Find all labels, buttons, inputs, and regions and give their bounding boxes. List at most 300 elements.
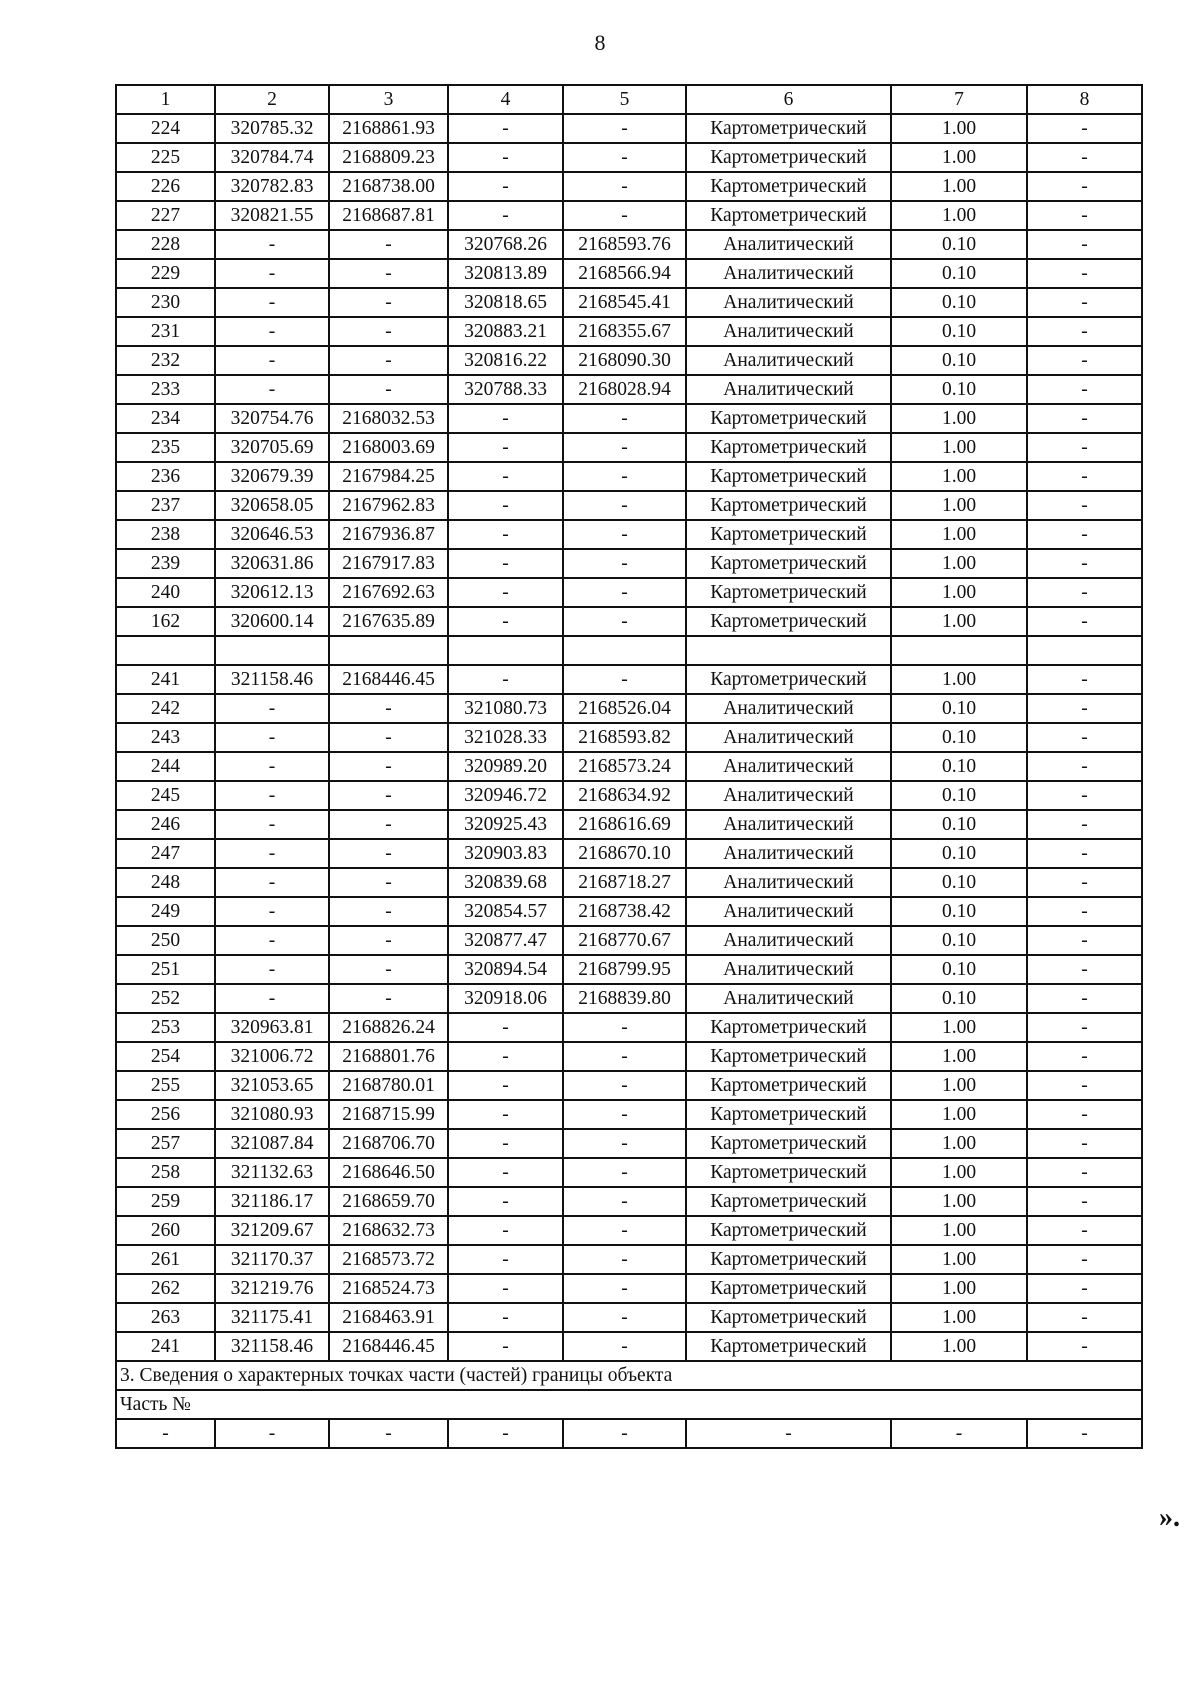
table-cell: Картометрический <box>686 578 891 607</box>
table-cell: - <box>1027 1187 1142 1216</box>
table-cell: - <box>329 955 448 984</box>
table-cell: 0.10 <box>891 288 1027 317</box>
table-cell: 0.10 <box>891 839 1027 868</box>
table-cell: Аналитический <box>686 259 891 288</box>
table-cell: 258 <box>116 1158 215 1187</box>
table-cell: Аналитический <box>686 723 891 752</box>
table-cell: - <box>329 230 448 259</box>
table-cell: - <box>1027 404 1142 433</box>
table-cell: - <box>563 1245 686 1274</box>
table-row <box>116 955 1142 984</box>
table-cell: - <box>1027 1129 1142 1158</box>
table-cell: - <box>563 462 686 491</box>
table-cell: - <box>448 1332 563 1361</box>
table-cell: - <box>1027 810 1142 839</box>
table-cell: - <box>215 1419 329 1448</box>
table-cell: 2168738.00 <box>329 172 448 201</box>
table-cell: Аналитический <box>686 346 891 375</box>
table-cell: - <box>563 1013 686 1042</box>
table-cell: Аналитический <box>686 288 891 317</box>
table-cell: 2168090.30 <box>563 346 686 375</box>
table-cell: - <box>1027 897 1142 926</box>
table-cell: Картометрический <box>686 491 891 520</box>
table-cell: 1.00 <box>891 520 1027 549</box>
table-row <box>116 752 1142 781</box>
table-cell: 248 <box>116 868 215 897</box>
table-cell: 0.10 <box>891 230 1027 259</box>
table-cell: - <box>329 897 448 926</box>
table-cell: 2168593.82 <box>563 723 686 752</box>
table-cell: 0.10 <box>891 810 1027 839</box>
table-cell: - <box>1027 317 1142 346</box>
table-cell: - <box>1027 230 1142 259</box>
table-cell: - <box>1027 1013 1142 1042</box>
table-cell: 2168780.01 <box>329 1071 448 1100</box>
table-cell <box>563 636 686 665</box>
table-cell: 259 <box>116 1187 215 1216</box>
table-cell: - <box>448 1158 563 1187</box>
table-cell: - <box>215 694 329 723</box>
table-cell: 227 <box>116 201 215 230</box>
table-cell: 2167692.63 <box>329 578 448 607</box>
table-cell: 320785.32 <box>215 114 329 143</box>
table-cell: 2168446.45 <box>329 1332 448 1361</box>
closing-quote-mark: ». <box>1159 1502 1180 1533</box>
table-cell: - <box>215 346 329 375</box>
table-cell: - <box>563 520 686 549</box>
table-cell: - <box>448 1419 563 1448</box>
table-cell: - <box>448 1216 563 1245</box>
table-cell: Картометрический <box>686 1332 891 1361</box>
table-cell: - <box>215 955 329 984</box>
table-cell: - <box>1027 491 1142 520</box>
table-cell: - <box>1027 1303 1142 1332</box>
table-cell: - <box>1027 1245 1142 1274</box>
table-cell: 320839.68 <box>448 868 563 897</box>
table-cell: 1.00 <box>891 143 1027 172</box>
table-cell: 249 <box>116 897 215 926</box>
table-cell: - <box>448 433 563 462</box>
table-row <box>116 317 1142 346</box>
table-cell: - <box>448 1100 563 1129</box>
table-cell: 1.00 <box>891 607 1027 636</box>
table-cell: Картометрический <box>686 172 891 201</box>
table-cell: 2168634.92 <box>563 781 686 810</box>
table-row <box>116 665 1142 694</box>
table-cell <box>215 636 329 665</box>
table-cell <box>891 636 1027 665</box>
table-cell: 2168706.70 <box>329 1129 448 1158</box>
table-cell: 262 <box>116 1274 215 1303</box>
table-cell: - <box>1027 346 1142 375</box>
table-cell <box>1027 636 1142 665</box>
table-cell: Картометрический <box>686 665 891 694</box>
table-cell: - <box>329 868 448 897</box>
table-row <box>116 1303 1142 1332</box>
table-row <box>116 1245 1142 1274</box>
table-row <box>116 1071 1142 1100</box>
table-cell: - <box>329 346 448 375</box>
table-cell: - <box>448 462 563 491</box>
table-cell: 1.00 <box>891 1245 1027 1274</box>
table-cell: Картометрический <box>686 201 891 230</box>
table-row <box>116 636 1142 665</box>
table-cell: 0.10 <box>891 317 1027 346</box>
table-row <box>116 1332 1142 1361</box>
table-cell: 1.00 <box>891 1332 1027 1361</box>
table-cell: 162 <box>116 607 215 636</box>
table-cell: - <box>329 1419 448 1448</box>
table-cell: - <box>563 1303 686 1332</box>
table-cell: 2168632.73 <box>329 1216 448 1245</box>
table-row <box>116 897 1142 926</box>
table-cell: 253 <box>116 1013 215 1042</box>
table-cell: Аналитический <box>686 868 891 897</box>
table-cell: - <box>215 259 329 288</box>
page-number: 8 <box>594 30 606 55</box>
table-cell: Картометрический <box>686 1274 891 1303</box>
table-cell: 321006.72 <box>215 1042 329 1071</box>
column-header: 2 <box>215 85 329 114</box>
table-cell: 1.00 <box>891 462 1027 491</box>
table-cell: - <box>563 114 686 143</box>
table-cell: 2168355.67 <box>563 317 686 346</box>
table-cell: - <box>563 1100 686 1129</box>
table-cell: 320877.47 <box>448 926 563 955</box>
table-cell: - <box>215 868 329 897</box>
table-cell: - <box>563 1419 686 1448</box>
table-cell: - <box>1027 839 1142 868</box>
table-cell: - <box>563 607 686 636</box>
table-cell: - <box>563 1042 686 1071</box>
table-cell: 320784.74 <box>215 143 329 172</box>
table-cell: Аналитический <box>686 781 891 810</box>
table-cell: 2168573.24 <box>563 752 686 781</box>
table-cell: 1.00 <box>891 578 1027 607</box>
table-cell: - <box>448 607 563 636</box>
table-cell: 321170.37 <box>215 1245 329 1274</box>
table-cell: 320646.53 <box>215 520 329 549</box>
table-cell: 245 <box>116 781 215 810</box>
part-number-label: Часть № <box>116 1390 1142 1419</box>
table-cell: - <box>1027 520 1142 549</box>
table-cell: - <box>1027 1158 1142 1187</box>
column-header: 7 <box>891 85 1027 114</box>
table-cell: 233 <box>116 375 215 404</box>
table-cell: - <box>1027 143 1142 172</box>
table-cell: - <box>1027 1042 1142 1071</box>
table-cell: - <box>1027 984 1142 1013</box>
table-cell: 240 <box>116 578 215 607</box>
table-cell: 320612.13 <box>215 578 329 607</box>
table-cell: - <box>563 1129 686 1158</box>
table-cell: Аналитический <box>686 926 891 955</box>
table-cell: Аналитический <box>686 955 891 984</box>
table-cell: - <box>1027 1419 1142 1448</box>
table-cell: 257 <box>116 1129 215 1158</box>
part-values-row <box>116 1419 1142 1448</box>
table-cell: 2168809.23 <box>329 143 448 172</box>
table-row <box>116 694 1142 723</box>
table-cell: - <box>563 172 686 201</box>
table-cell: 2168839.80 <box>563 984 686 1013</box>
table-row <box>116 114 1142 143</box>
table-cell: 1.00 <box>891 404 1027 433</box>
table-cell: - <box>448 1187 563 1216</box>
table-cell: - <box>563 1274 686 1303</box>
table-row <box>116 404 1142 433</box>
table-cell: Аналитический <box>686 984 891 1013</box>
column-header: 4 <box>448 85 563 114</box>
table-cell: Картометрический <box>686 1216 891 1245</box>
table-cell: 2168028.94 <box>563 375 686 404</box>
table-cell: - <box>329 810 448 839</box>
table-cell: 0.10 <box>891 752 1027 781</box>
table-cell: Картометрический <box>686 1158 891 1187</box>
table-cell: - <box>1027 868 1142 897</box>
table-cell: 2168770.67 <box>563 926 686 955</box>
table-cell: 254 <box>116 1042 215 1071</box>
table-cell: 246 <box>116 810 215 839</box>
table-cell: 1.00 <box>891 172 1027 201</box>
table-cell: Картометрический <box>686 1042 891 1071</box>
table-footer <box>116 1361 1142 1448</box>
table-cell: - <box>1027 694 1142 723</box>
table-cell: 2168646.50 <box>329 1158 448 1187</box>
table-row <box>116 375 1142 404</box>
table-cell: 2167936.87 <box>329 520 448 549</box>
table-cell: - <box>448 549 563 578</box>
table-cell: 320816.22 <box>448 346 563 375</box>
table-cell: 236 <box>116 462 215 491</box>
table-cell: 1.00 <box>891 665 1027 694</box>
table-cell: 2167635.89 <box>329 607 448 636</box>
table-cell: 320679.39 <box>215 462 329 491</box>
table-cell: Аналитический <box>686 230 891 259</box>
table-cell: - <box>329 694 448 723</box>
table-cell: 2167984.25 <box>329 462 448 491</box>
table-cell: - <box>448 1071 563 1100</box>
table-cell: 320782.83 <box>215 172 329 201</box>
table-cell: 0.10 <box>891 346 1027 375</box>
table-cell: - <box>1027 665 1142 694</box>
table-cell: 230 <box>116 288 215 317</box>
column-header: 5 <box>563 85 686 114</box>
table-cell: - <box>448 491 563 520</box>
table-cell: 320631.86 <box>215 549 329 578</box>
table-cell: - <box>563 404 686 433</box>
table-cell: 1.00 <box>891 1158 1027 1187</box>
table-cell: 2168659.70 <box>329 1187 448 1216</box>
table-cell: - <box>1027 259 1142 288</box>
table-cell: 228 <box>116 230 215 259</box>
table-cell: - <box>1027 607 1142 636</box>
table-cell: - <box>1027 955 1142 984</box>
table-cell: 2168826.24 <box>329 1013 448 1042</box>
table-cell: Аналитический <box>686 317 891 346</box>
table-cell: 1.00 <box>891 1187 1027 1216</box>
table-cell: 1.00 <box>891 1274 1027 1303</box>
table-row <box>116 520 1142 549</box>
table-cell: - <box>1027 752 1142 781</box>
table-cell: 1.00 <box>891 1071 1027 1100</box>
table-cell: 2168003.69 <box>329 433 448 462</box>
table-cell: Картометрический <box>686 549 891 578</box>
table-cell: Картометрический <box>686 1245 891 1274</box>
column-header: 8 <box>1027 85 1142 114</box>
table-cell: 321132.63 <box>215 1158 329 1187</box>
table-cell: 0.10 <box>891 694 1027 723</box>
table-cell: 1.00 <box>891 1042 1027 1071</box>
table-cell: - <box>1027 1100 1142 1129</box>
table-cell: Картометрический <box>686 1100 891 1129</box>
table-row <box>116 868 1142 897</box>
table-cell: 1.00 <box>891 1100 1027 1129</box>
table-cell: 224 <box>116 114 215 143</box>
table-cell: 241 <box>116 665 215 694</box>
table-cell: 0.10 <box>891 781 1027 810</box>
table-cell: 1.00 <box>891 491 1027 520</box>
table-row <box>116 607 1142 636</box>
table-row <box>116 143 1142 172</box>
table-row <box>116 1129 1142 1158</box>
table-cell: - <box>563 665 686 694</box>
table-cell: 320813.89 <box>448 259 563 288</box>
table-cell: - <box>1027 288 1142 317</box>
table-cell: 2168801.76 <box>329 1042 448 1071</box>
table-cell: 2168463.91 <box>329 1303 448 1332</box>
table-cell: 0.10 <box>891 897 1027 926</box>
table-cell: 2168670.10 <box>563 839 686 868</box>
table-cell: 2168738.42 <box>563 897 686 926</box>
table-row <box>116 549 1142 578</box>
table-cell: - <box>448 172 563 201</box>
table-cell: 320768.26 <box>448 230 563 259</box>
table-cell: 320963.81 <box>215 1013 329 1042</box>
table-cell: 243 <box>116 723 215 752</box>
table-cell: 2168718.27 <box>563 868 686 897</box>
table-cell: 0.10 <box>891 259 1027 288</box>
table-cell: - <box>329 288 448 317</box>
table-cell: - <box>563 201 686 230</box>
table-row <box>116 1216 1142 1245</box>
column-header: 1 <box>116 85 215 114</box>
table-row <box>116 781 1142 810</box>
table-cell: - <box>448 1013 563 1042</box>
table-cell: Картометрический <box>686 1129 891 1158</box>
table-cell: - <box>686 1419 891 1448</box>
table-row <box>116 346 1142 375</box>
table-cell: Аналитический <box>686 752 891 781</box>
table-cell: - <box>1027 549 1142 578</box>
table-cell: - <box>215 375 329 404</box>
table-cell: 320754.76 <box>215 404 329 433</box>
table-row <box>116 1158 1142 1187</box>
table-cell: 2168526.04 <box>563 694 686 723</box>
table-cell: 256 <box>116 1100 215 1129</box>
table-cell: 320821.55 <box>215 201 329 230</box>
table-cell: 1.00 <box>891 433 1027 462</box>
table-cell: 320705.69 <box>215 433 329 462</box>
table-row <box>116 172 1142 201</box>
table-cell: - <box>215 810 329 839</box>
table-row <box>116 462 1142 491</box>
table-row <box>116 1187 1142 1216</box>
table-cell: - <box>1027 172 1142 201</box>
table-cell: 0.10 <box>891 868 1027 897</box>
table-cell: - <box>1027 201 1142 230</box>
table-cell: - <box>448 665 563 694</box>
table-cell: - <box>329 317 448 346</box>
table-cell: - <box>215 230 329 259</box>
table-cell: 2168715.99 <box>329 1100 448 1129</box>
table-cell: - <box>215 288 329 317</box>
table-cell: 321158.46 <box>215 665 329 694</box>
table-cell: 2167917.83 <box>329 549 448 578</box>
table-cell: 1.00 <box>891 114 1027 143</box>
table-cell <box>116 636 215 665</box>
table-cell: 2168573.72 <box>329 1245 448 1274</box>
table-cell: - <box>329 375 448 404</box>
table-cell: 235 <box>116 433 215 462</box>
table-cell: 1.00 <box>891 1129 1027 1158</box>
table-cell: - <box>448 1274 563 1303</box>
table-cell: - <box>448 578 563 607</box>
table-row <box>116 491 1142 520</box>
table-cell: 320818.65 <box>448 288 563 317</box>
column-header: 3 <box>329 85 448 114</box>
table-cell: 244 <box>116 752 215 781</box>
table-cell: - <box>448 1303 563 1332</box>
column-header: 6 <box>686 85 891 114</box>
table-cell: 2168861.93 <box>329 114 448 143</box>
table-cell: - <box>1027 723 1142 752</box>
table-cell: 320989.20 <box>448 752 563 781</box>
table-cell: 320903.83 <box>448 839 563 868</box>
table-cell: 321087.84 <box>215 1129 329 1158</box>
table-cell: - <box>448 1245 563 1274</box>
table-cell: - <box>891 1419 1027 1448</box>
table-cell <box>686 636 891 665</box>
table-cell: - <box>1027 1274 1142 1303</box>
table-cell: Картометрический <box>686 143 891 172</box>
table-cell: 226 <box>116 172 215 201</box>
table-cell: Картометрический <box>686 1071 891 1100</box>
section-row <box>116 1361 1142 1390</box>
section-title: 3. Сведения о характерных точках части (частей) границы объекта <box>116 1361 1142 1390</box>
table-cell: 0.10 <box>891 926 1027 955</box>
table-cell: 320600.14 <box>215 607 329 636</box>
table-cell: 321080.73 <box>448 694 563 723</box>
table-cell: - <box>329 984 448 1013</box>
table-cell: - <box>563 549 686 578</box>
table-cell: - <box>215 781 329 810</box>
table-cell: 252 <box>116 984 215 1013</box>
table-cell: - <box>563 1216 686 1245</box>
table-cell: 260 <box>116 1216 215 1245</box>
table-cell: 2168566.94 <box>563 259 686 288</box>
table-cell: - <box>329 926 448 955</box>
table-cell: 321080.93 <box>215 1100 329 1129</box>
table-row <box>116 230 1142 259</box>
table-cell: 320946.72 <box>448 781 563 810</box>
table-cell: 0.10 <box>891 955 1027 984</box>
table-cell: - <box>329 259 448 288</box>
table-cell: - <box>563 1187 686 1216</box>
table-cell: 234 <box>116 404 215 433</box>
table-cell: - <box>563 491 686 520</box>
table-cell: - <box>1027 781 1142 810</box>
